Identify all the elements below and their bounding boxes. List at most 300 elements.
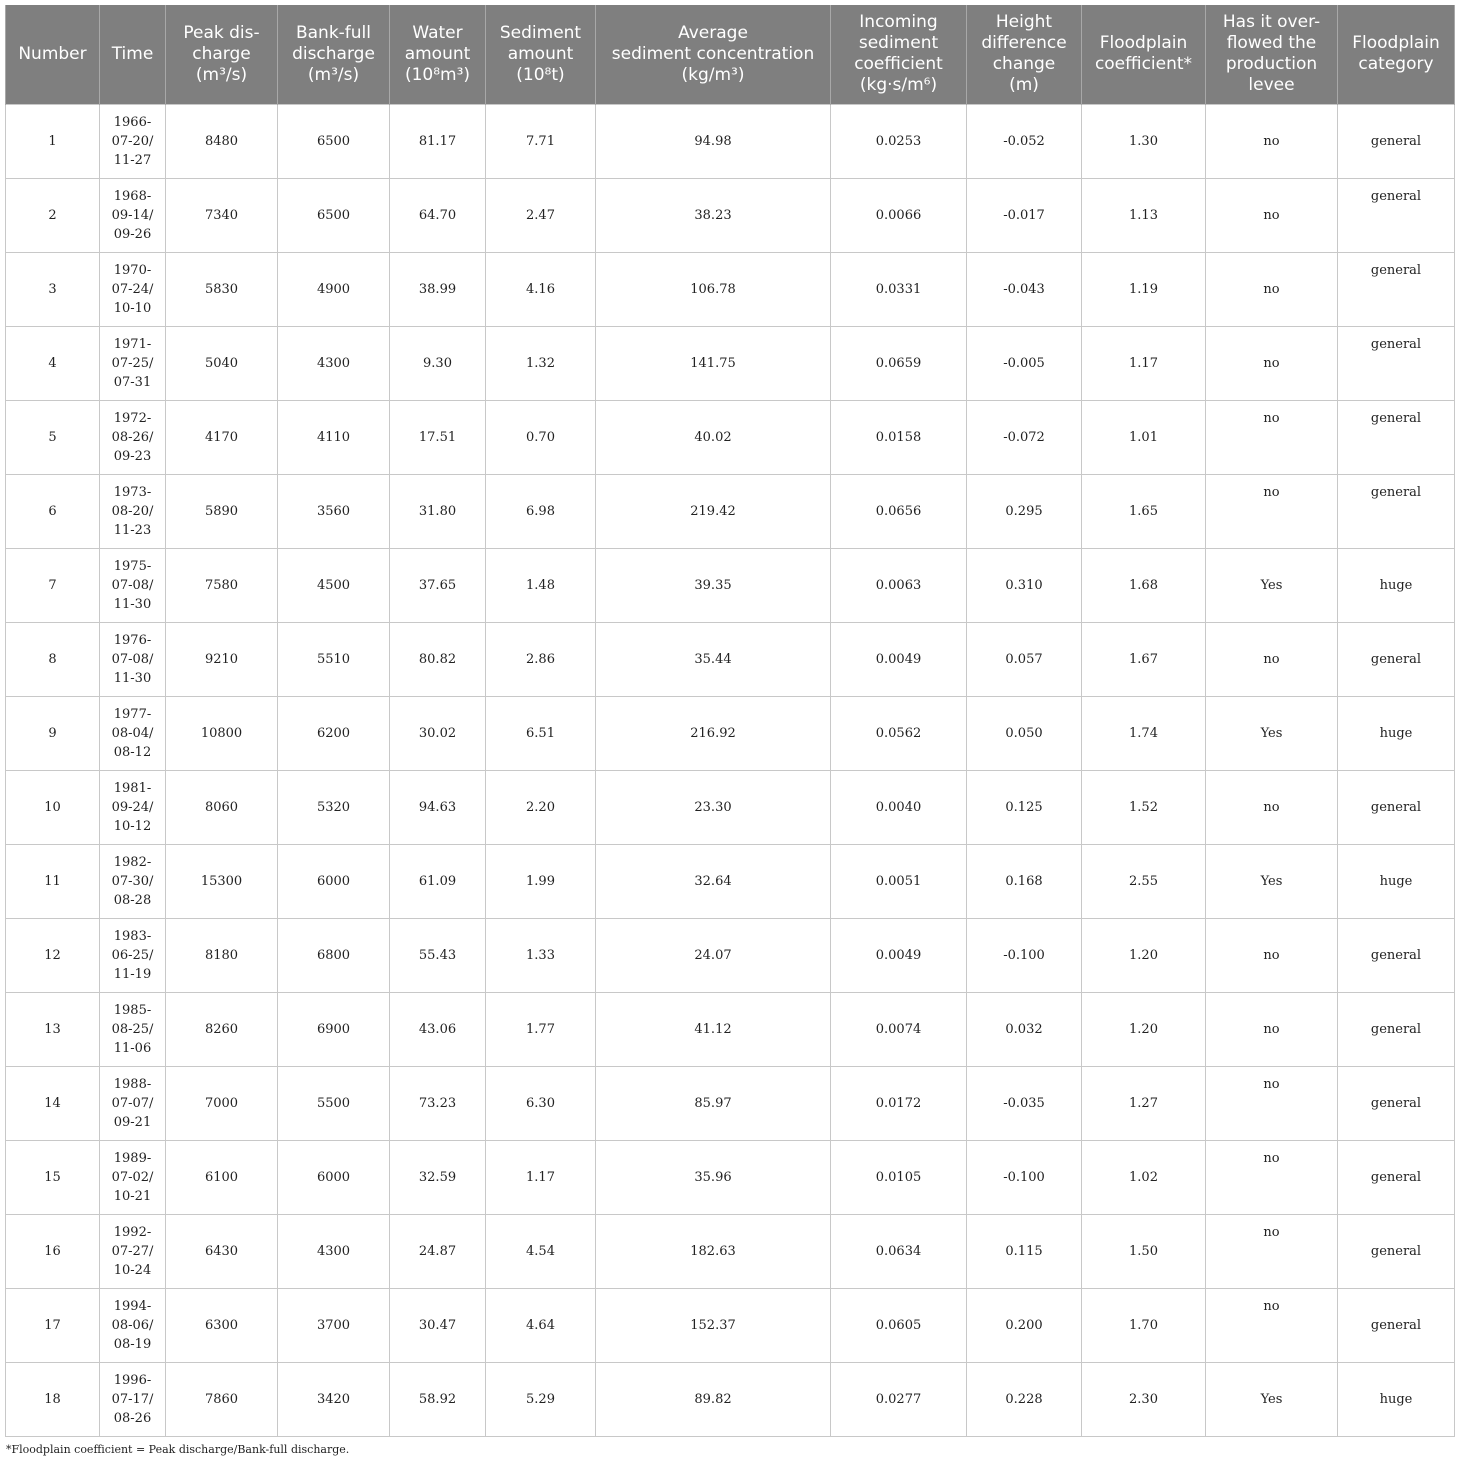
column-header-average-sediment-concentration bbox=[596, 5, 831, 104]
cell-category: general bbox=[1338, 992, 1455, 1066]
cell-category: general bbox=[1338, 918, 1455, 992]
column-header-line: difference bbox=[981, 33, 1067, 54]
column-header-number bbox=[6, 5, 100, 104]
cell-water: 24.87 bbox=[390, 1214, 486, 1288]
cell-height: 0.228 bbox=[967, 1362, 1082, 1436]
cell-water: 80.82 bbox=[390, 622, 486, 696]
time-line: 1994- bbox=[113, 1298, 152, 1314]
time-line: 1983- bbox=[113, 928, 152, 944]
time-line: 1982- bbox=[113, 854, 152, 870]
cell-time bbox=[100, 1214, 166, 1288]
cell-sediment: 6.98 bbox=[486, 474, 596, 548]
column-header-floodplain-category bbox=[1338, 5, 1455, 104]
cell-overflow: Yes bbox=[1206, 696, 1338, 770]
cell-time bbox=[100, 400, 166, 474]
cell-overflow: no bbox=[1206, 622, 1338, 696]
time-line: 1975- bbox=[113, 558, 152, 574]
cell-height: -0.052 bbox=[967, 104, 1082, 178]
cell-sediment: 1.17 bbox=[486, 1140, 596, 1214]
cell-bankfull: 5500 bbox=[278, 1066, 390, 1140]
cell-sediment: 6.30 bbox=[486, 1066, 596, 1140]
time-line: 07-08/ bbox=[111, 651, 154, 667]
cell-coef: 0.0040 bbox=[831, 770, 967, 844]
cell-sediment: 5.29 bbox=[486, 1362, 596, 1436]
cell-overflow: Yes bbox=[1206, 844, 1338, 918]
column-header-line: coefficient* bbox=[1094, 54, 1193, 75]
cell-fp-coef: 1.30 bbox=[1082, 104, 1206, 178]
column-header-line: Average bbox=[678, 22, 748, 43]
cell-time bbox=[100, 326, 166, 400]
cell-sediment: 4.54 bbox=[486, 1214, 596, 1288]
time-line: 07-20/ bbox=[111, 133, 154, 149]
column-header-line: Time bbox=[111, 43, 154, 64]
cell-category: huge bbox=[1338, 548, 1455, 622]
cell-avg-conc: 40.02 bbox=[596, 400, 831, 474]
table-row bbox=[6, 178, 1455, 252]
time-line: 07-31 bbox=[113, 374, 152, 390]
time-line: 11-30 bbox=[113, 596, 152, 612]
column-header-sediment-amount bbox=[486, 5, 596, 104]
cell-category: huge bbox=[1338, 1362, 1455, 1436]
time-line: 08-25/ bbox=[111, 1021, 154, 1037]
cell-sediment: 7.71 bbox=[486, 104, 596, 178]
cell-coef: 0.0049 bbox=[831, 622, 967, 696]
cell-time bbox=[100, 1362, 166, 1436]
table-row bbox=[6, 400, 1455, 474]
cell-coef: 0.0277 bbox=[831, 1362, 967, 1436]
cell-coef: 0.0051 bbox=[831, 844, 967, 918]
cell-coef: 0.0253 bbox=[831, 104, 967, 178]
cell-number: 16 bbox=[6, 1214, 100, 1288]
cell-number: 5 bbox=[6, 400, 100, 474]
cell-height: 0.050 bbox=[967, 696, 1082, 770]
cell-coef: 0.0656 bbox=[831, 474, 967, 548]
cell-category: general bbox=[1338, 1288, 1455, 1362]
cell-water: 55.43 bbox=[390, 918, 486, 992]
column-header-height-difference-change bbox=[967, 5, 1082, 104]
cell-time bbox=[100, 992, 166, 1066]
cell-peak: 8480 bbox=[166, 104, 278, 178]
cell-peak: 9210 bbox=[166, 622, 278, 696]
column-header-line: charge bbox=[192, 43, 251, 64]
time-line: 07-02/ bbox=[111, 1169, 154, 1185]
cell-height: -0.072 bbox=[967, 400, 1082, 474]
cell-avg-conc: 141.75 bbox=[596, 326, 831, 400]
cell-number: 17 bbox=[6, 1288, 100, 1362]
column-header-line: (m) bbox=[1009, 75, 1039, 96]
cell-avg-conc: 85.97 bbox=[596, 1066, 831, 1140]
column-header-line: Floodplain bbox=[1352, 33, 1440, 54]
column-header-water-amount bbox=[390, 5, 486, 104]
column-header-line: Bank-full bbox=[295, 22, 372, 43]
time-line: 1992- bbox=[113, 1224, 152, 1240]
time-line: 08-12 bbox=[113, 744, 152, 760]
cell-overflow: no bbox=[1206, 1140, 1338, 1214]
cell-water: 64.70 bbox=[390, 178, 486, 252]
time-line: 07-08/ bbox=[111, 577, 154, 593]
cell-avg-conc: 39.35 bbox=[596, 548, 831, 622]
cell-number: 18 bbox=[6, 1362, 100, 1436]
cell-time bbox=[100, 1288, 166, 1362]
cell-peak: 4170 bbox=[166, 400, 278, 474]
column-header-line: (m³/s) bbox=[307, 64, 360, 85]
table-row bbox=[6, 696, 1455, 770]
cell-overflow: Yes bbox=[1206, 1362, 1338, 1436]
cell-height: 0.115 bbox=[967, 1214, 1082, 1288]
cell-category: general bbox=[1338, 622, 1455, 696]
cell-time bbox=[100, 770, 166, 844]
cell-fp-coef: 1.27 bbox=[1082, 1066, 1206, 1140]
cell-height: -0.100 bbox=[967, 918, 1082, 992]
flood-data-table bbox=[5, 5, 1455, 1437]
column-header-line: amount bbox=[404, 43, 471, 64]
cell-bankfull: 4500 bbox=[278, 548, 390, 622]
cell-height: -0.017 bbox=[967, 178, 1082, 252]
time-line: 08-04/ bbox=[111, 725, 154, 741]
cell-time bbox=[100, 178, 166, 252]
column-header-line: Water bbox=[412, 22, 463, 43]
cell-sediment: 1.33 bbox=[486, 918, 596, 992]
cell-time bbox=[100, 1066, 166, 1140]
cell-avg-conc: 219.42 bbox=[596, 474, 831, 548]
column-header-line: change bbox=[992, 54, 1056, 75]
time-line: 10-12 bbox=[113, 818, 152, 834]
cell-avg-conc: 23.30 bbox=[596, 770, 831, 844]
cell-fp-coef: 1.65 bbox=[1082, 474, 1206, 548]
cell-sediment: 2.47 bbox=[486, 178, 596, 252]
time-line: 10-24 bbox=[113, 1262, 152, 1278]
cell-overflow: no bbox=[1206, 1214, 1338, 1288]
cell-avg-conc: 216.92 bbox=[596, 696, 831, 770]
table-row bbox=[6, 770, 1455, 844]
cell-overflow: no bbox=[1206, 1288, 1338, 1362]
cell-bankfull: 3560 bbox=[278, 474, 390, 548]
cell-number: 9 bbox=[6, 696, 100, 770]
column-header-line: amount bbox=[507, 43, 574, 64]
cell-height: -0.005 bbox=[967, 326, 1082, 400]
cell-time bbox=[100, 1140, 166, 1214]
cell-peak: 15300 bbox=[166, 844, 278, 918]
time-line: 1996- bbox=[113, 1372, 152, 1388]
cell-coef: 0.0063 bbox=[831, 548, 967, 622]
cell-number: 14 bbox=[6, 1066, 100, 1140]
time-line: 1985- bbox=[113, 1002, 152, 1018]
cell-height: 0.200 bbox=[967, 1288, 1082, 1362]
table-footnote: *Floodplain coefficient = Peak discharge/Bank-full discharge. bbox=[6, 1443, 350, 1456]
cell-category: general bbox=[1338, 400, 1455, 474]
time-line: 1971- bbox=[113, 336, 152, 352]
cell-water: 31.80 bbox=[390, 474, 486, 548]
cell-bankfull: 6500 bbox=[278, 178, 390, 252]
time-line: 10-10 bbox=[113, 300, 152, 316]
time-line: 10-21 bbox=[113, 1188, 152, 1204]
cell-overflow: no bbox=[1206, 400, 1338, 474]
cell-bankfull: 6800 bbox=[278, 918, 390, 992]
time-line: 07-17/ bbox=[111, 1391, 154, 1407]
time-line: 09-26 bbox=[113, 226, 152, 242]
cell-fp-coef: 1.70 bbox=[1082, 1288, 1206, 1362]
cell-height: -0.035 bbox=[967, 1066, 1082, 1140]
cell-peak: 5890 bbox=[166, 474, 278, 548]
cell-sediment: 4.16 bbox=[486, 252, 596, 326]
cell-avg-conc: 41.12 bbox=[596, 992, 831, 1066]
cell-water: 32.59 bbox=[390, 1140, 486, 1214]
cell-overflow: no bbox=[1206, 770, 1338, 844]
column-header-line: category bbox=[1358, 54, 1434, 75]
cell-fp-coef: 1.20 bbox=[1082, 918, 1206, 992]
column-header-incoming-sediment-coefficient bbox=[831, 5, 967, 104]
cell-overflow: no bbox=[1206, 104, 1338, 178]
cell-category: general bbox=[1338, 1214, 1455, 1288]
cell-category: huge bbox=[1338, 844, 1455, 918]
cell-avg-conc: 106.78 bbox=[596, 252, 831, 326]
cell-fp-coef: 1.50 bbox=[1082, 1214, 1206, 1288]
cell-bankfull: 4900 bbox=[278, 252, 390, 326]
column-header-line: sediment concentration bbox=[611, 43, 815, 64]
cell-overflow: no bbox=[1206, 326, 1338, 400]
cell-peak: 10800 bbox=[166, 696, 278, 770]
time-line: 09-23 bbox=[113, 448, 152, 464]
time-line: 11-30 bbox=[113, 670, 152, 686]
cell-peak: 7000 bbox=[166, 1066, 278, 1140]
cell-fp-coef: 1.01 bbox=[1082, 400, 1206, 474]
cell-peak: 8180 bbox=[166, 918, 278, 992]
column-header-line: (m³/s) bbox=[195, 64, 248, 85]
time-line: 1973- bbox=[113, 484, 152, 500]
cell-category: huge bbox=[1338, 696, 1455, 770]
cell-time bbox=[100, 252, 166, 326]
cell-water: 17.51 bbox=[390, 400, 486, 474]
time-line: 11-06 bbox=[113, 1040, 152, 1056]
cell-water: 37.65 bbox=[390, 548, 486, 622]
cell-peak: 7340 bbox=[166, 178, 278, 252]
cell-height: 0.125 bbox=[967, 770, 1082, 844]
cell-height: 0.032 bbox=[967, 992, 1082, 1066]
cell-bankfull: 5510 bbox=[278, 622, 390, 696]
cell-coef: 0.0634 bbox=[831, 1214, 967, 1288]
cell-category: general bbox=[1338, 474, 1455, 548]
table-row bbox=[6, 474, 1455, 548]
cell-bankfull: 3420 bbox=[278, 1362, 390, 1436]
cell-fp-coef: 1.68 bbox=[1082, 548, 1206, 622]
column-header-line: Floodplain bbox=[1099, 33, 1188, 54]
column-header-line: (kg·s/m⁶) bbox=[859, 75, 938, 96]
cell-fp-coef: 1.20 bbox=[1082, 992, 1206, 1066]
cell-fp-coef: 2.55 bbox=[1082, 844, 1206, 918]
column-header-line: Has it over- bbox=[1222, 12, 1321, 33]
table-row bbox=[6, 918, 1455, 992]
time-line: 1970- bbox=[113, 262, 152, 278]
cell-avg-conc: 182.63 bbox=[596, 1214, 831, 1288]
cell-height: 0.310 bbox=[967, 548, 1082, 622]
time-line: 1966- bbox=[113, 114, 152, 130]
column-header-bankfull-discharge bbox=[278, 5, 390, 104]
time-line: 09-24/ bbox=[111, 799, 154, 815]
cell-fp-coef: 2.30 bbox=[1082, 1362, 1206, 1436]
time-line: 11-27 bbox=[113, 152, 152, 168]
cell-peak: 5830 bbox=[166, 252, 278, 326]
time-line: 1972- bbox=[113, 410, 152, 426]
column-header-line: Incoming bbox=[859, 12, 938, 33]
table-row bbox=[6, 252, 1455, 326]
cell-category: general bbox=[1338, 178, 1455, 252]
cell-peak: 6430 bbox=[166, 1214, 278, 1288]
cell-peak: 5040 bbox=[166, 326, 278, 400]
table-header-row bbox=[6, 5, 1455, 104]
cell-sediment: 2.20 bbox=[486, 770, 596, 844]
cell-number: 8 bbox=[6, 622, 100, 696]
cell-time bbox=[100, 104, 166, 178]
cell-overflow: no bbox=[1206, 252, 1338, 326]
cell-bankfull: 6000 bbox=[278, 1140, 390, 1214]
column-header-floodplain-coefficient bbox=[1082, 5, 1206, 104]
cell-bankfull: 3700 bbox=[278, 1288, 390, 1362]
cell-time bbox=[100, 548, 166, 622]
table-row bbox=[6, 1140, 1455, 1214]
column-header-line: discharge bbox=[292, 43, 375, 64]
cell-fp-coef: 1.13 bbox=[1082, 178, 1206, 252]
cell-number: 11 bbox=[6, 844, 100, 918]
cell-sediment: 1.77 bbox=[486, 992, 596, 1066]
cell-peak: 7580 bbox=[166, 548, 278, 622]
column-header-line: Height bbox=[995, 12, 1053, 33]
cell-time bbox=[100, 918, 166, 992]
cell-category: general bbox=[1338, 252, 1455, 326]
cell-sediment: 0.70 bbox=[486, 400, 596, 474]
cell-number: 3 bbox=[6, 252, 100, 326]
cell-coef: 0.0172 bbox=[831, 1066, 967, 1140]
time-line: 1981- bbox=[113, 780, 152, 796]
cell-time bbox=[100, 696, 166, 770]
cell-number: 15 bbox=[6, 1140, 100, 1214]
cell-bankfull: 6900 bbox=[278, 992, 390, 1066]
time-line: 09-21 bbox=[113, 1114, 152, 1130]
time-line: 07-25/ bbox=[111, 355, 154, 371]
cell-number: 7 bbox=[6, 548, 100, 622]
column-header-line: levee bbox=[1248, 75, 1295, 96]
time-line: 1976- bbox=[113, 632, 152, 648]
cell-number: 6 bbox=[6, 474, 100, 548]
table-row bbox=[6, 1362, 1455, 1436]
time-line: 1989- bbox=[113, 1150, 152, 1166]
cell-category: general bbox=[1338, 326, 1455, 400]
cell-avg-conc: 152.37 bbox=[596, 1288, 831, 1362]
time-line: 06-25/ bbox=[111, 947, 154, 963]
table-row bbox=[6, 326, 1455, 400]
cell-water: 58.92 bbox=[390, 1362, 486, 1436]
cell-water: 9.30 bbox=[390, 326, 486, 400]
cell-sediment: 1.99 bbox=[486, 844, 596, 918]
time-line: 09-14/ bbox=[111, 207, 154, 223]
table-body bbox=[6, 104, 1455, 1436]
cell-water: 81.17 bbox=[390, 104, 486, 178]
cell-height: 0.295 bbox=[967, 474, 1082, 548]
cell-coef: 0.0659 bbox=[831, 326, 967, 400]
time-line: 08-26/ bbox=[111, 429, 154, 445]
cell-coef: 0.0331 bbox=[831, 252, 967, 326]
cell-bankfull: 4110 bbox=[278, 400, 390, 474]
cell-time bbox=[100, 474, 166, 548]
cell-sediment: 4.64 bbox=[486, 1288, 596, 1362]
cell-peak: 6300 bbox=[166, 1288, 278, 1362]
cell-sediment: 2.86 bbox=[486, 622, 596, 696]
cell-peak: 8060 bbox=[166, 770, 278, 844]
time-line: 1977- bbox=[113, 706, 152, 722]
time-line: 07-24/ bbox=[111, 281, 154, 297]
time-line: 07-07/ bbox=[111, 1095, 154, 1111]
cell-fp-coef: 1.02 bbox=[1082, 1140, 1206, 1214]
column-header-line: (10⁸m³) bbox=[404, 64, 471, 85]
cell-coef: 0.0049 bbox=[831, 918, 967, 992]
cell-height: -0.043 bbox=[967, 252, 1082, 326]
cell-number: 4 bbox=[6, 326, 100, 400]
cell-category: general bbox=[1338, 1140, 1455, 1214]
column-header-line: Number bbox=[18, 43, 87, 64]
cell-height: -0.100 bbox=[967, 1140, 1082, 1214]
cell-avg-conc: 38.23 bbox=[596, 178, 831, 252]
time-line: 07-30/ bbox=[111, 873, 154, 889]
cell-coef: 0.0605 bbox=[831, 1288, 967, 1362]
table-row bbox=[6, 104, 1455, 178]
column-header-line: flowed the bbox=[1226, 33, 1317, 54]
column-header-overflowed-production-levee bbox=[1206, 5, 1338, 104]
cell-avg-conc: 35.96 bbox=[596, 1140, 831, 1214]
cell-avg-conc: 35.44 bbox=[596, 622, 831, 696]
column-header-line: (kg/m³) bbox=[681, 64, 745, 85]
time-line: 08-28 bbox=[113, 892, 152, 908]
cell-number: 1 bbox=[6, 104, 100, 178]
column-header-line: Sediment bbox=[499, 22, 582, 43]
cell-coef: 0.0105 bbox=[831, 1140, 967, 1214]
cell-water: 61.09 bbox=[390, 844, 486, 918]
cell-coef: 0.0066 bbox=[831, 178, 967, 252]
cell-sediment: 6.51 bbox=[486, 696, 596, 770]
column-header-line: sediment bbox=[858, 33, 939, 54]
cell-height: 0.168 bbox=[967, 844, 1082, 918]
cell-water: 30.47 bbox=[390, 1288, 486, 1362]
cell-avg-conc: 94.98 bbox=[596, 104, 831, 178]
cell-peak: 8260 bbox=[166, 992, 278, 1066]
cell-number: 2 bbox=[6, 178, 100, 252]
time-line: 1988- bbox=[113, 1076, 152, 1092]
cell-coef: 0.0074 bbox=[831, 992, 967, 1066]
cell-height: 0.057 bbox=[967, 622, 1082, 696]
cell-overflow: no bbox=[1206, 1066, 1338, 1140]
cell-bankfull: 4300 bbox=[278, 326, 390, 400]
cell-bankfull: 6200 bbox=[278, 696, 390, 770]
cell-bankfull: 6500 bbox=[278, 104, 390, 178]
time-line: 08-20/ bbox=[111, 503, 154, 519]
cell-overflow: no bbox=[1206, 918, 1338, 992]
column-header-line: coefficient bbox=[854, 54, 943, 75]
table-row bbox=[6, 992, 1455, 1066]
cell-bankfull: 5320 bbox=[278, 770, 390, 844]
time-line: 11-23 bbox=[113, 522, 152, 538]
cell-avg-conc: 24.07 bbox=[596, 918, 831, 992]
column-header-line: Peak dis- bbox=[183, 22, 260, 43]
cell-coef: 0.0562 bbox=[831, 696, 967, 770]
cell-fp-coef: 1.19 bbox=[1082, 252, 1206, 326]
time-line: 08-06/ bbox=[111, 1317, 154, 1333]
cell-sediment: 1.48 bbox=[486, 548, 596, 622]
table-row bbox=[6, 1214, 1455, 1288]
cell-fp-coef: 1.52 bbox=[1082, 770, 1206, 844]
cell-peak: 6100 bbox=[166, 1140, 278, 1214]
table-row bbox=[6, 548, 1455, 622]
column-header-line: production bbox=[1225, 54, 1318, 75]
cell-water: 38.99 bbox=[390, 252, 486, 326]
cell-water: 94.63 bbox=[390, 770, 486, 844]
